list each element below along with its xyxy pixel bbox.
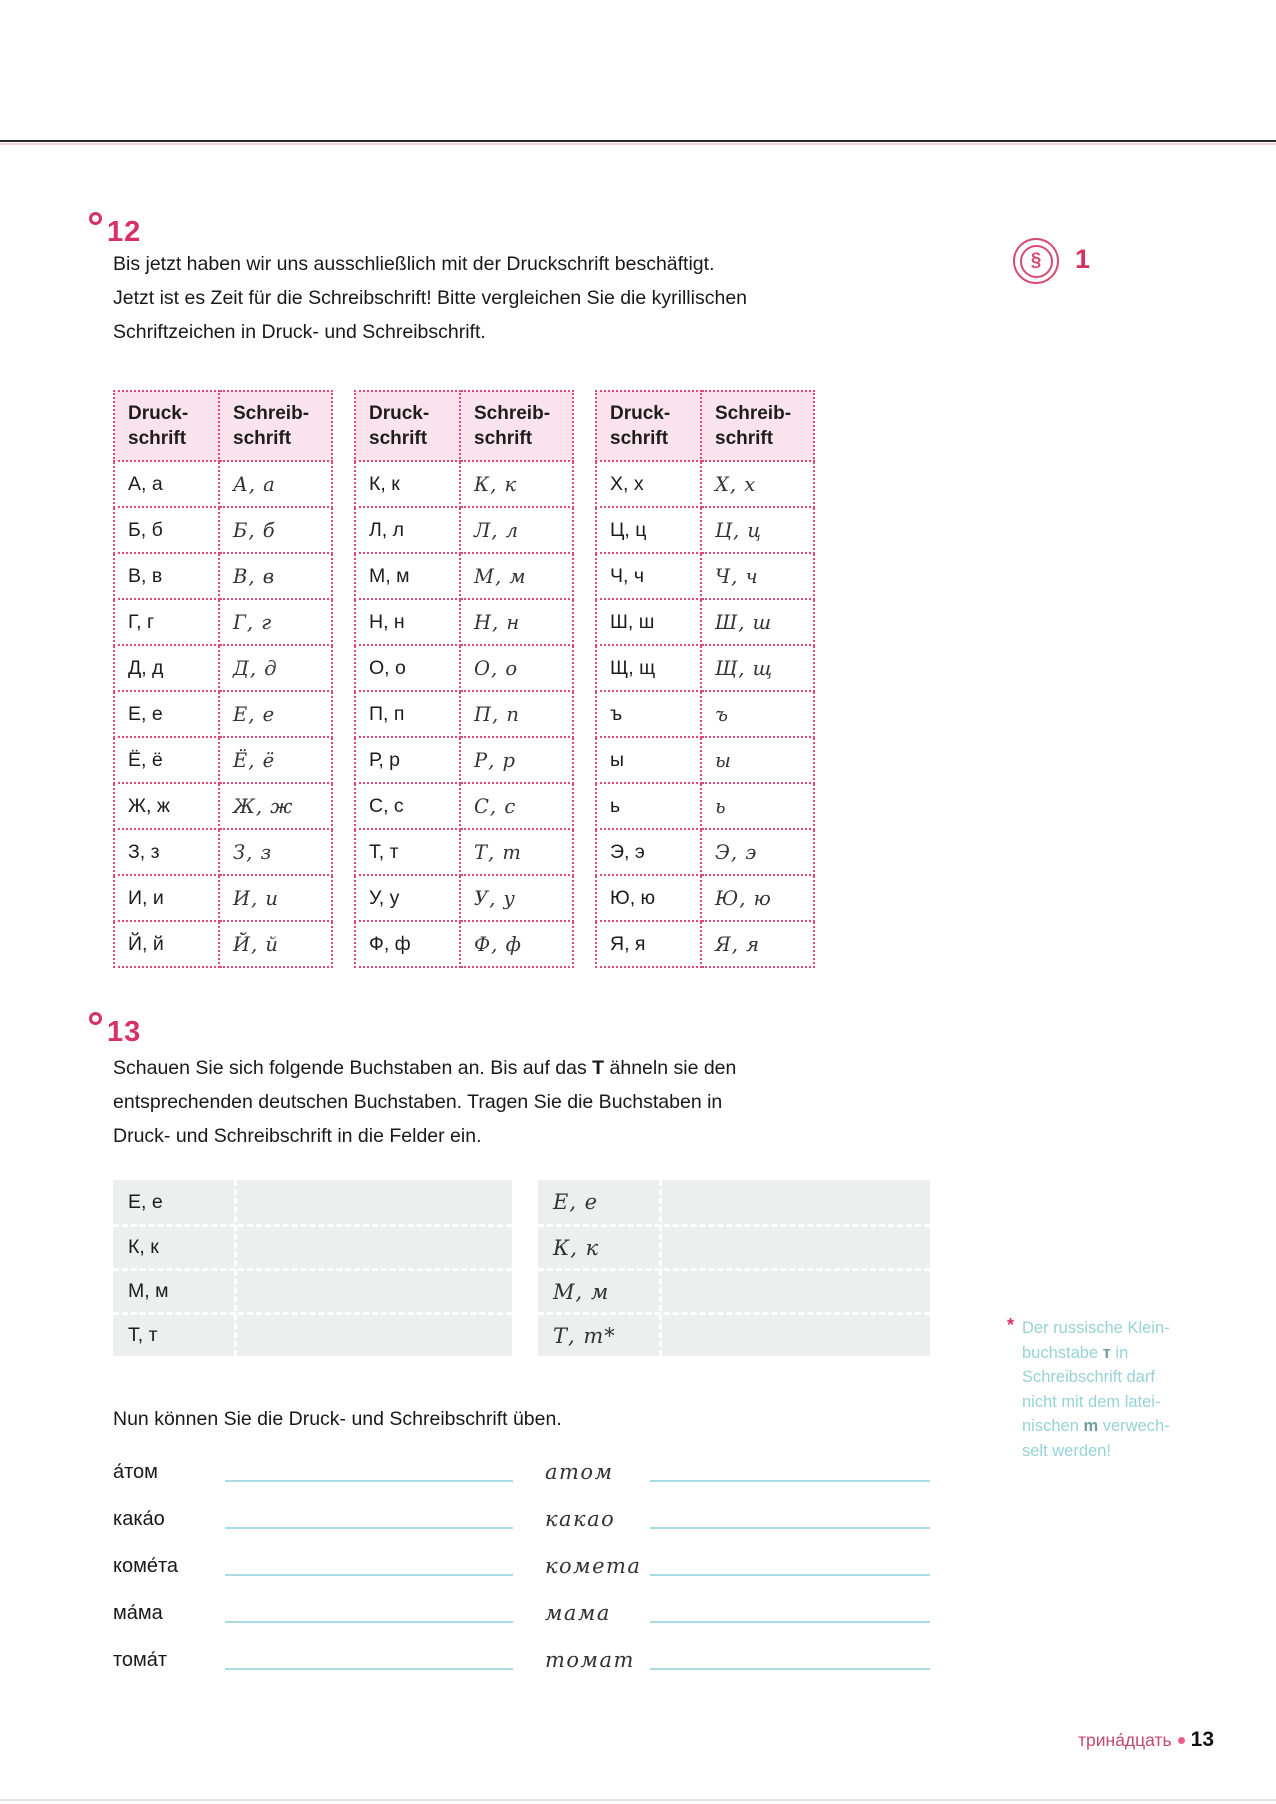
alphabet-row [114,461,332,507]
alphabet-row [596,737,814,783]
script-letter-cell: З, з [219,829,332,875]
paragraph-section-icon [1013,238,1059,284]
script-letter-label: Е, е [553,1190,599,1214]
print-letter-cell: Ш, ш [596,599,701,645]
exercise-number: 12 [107,216,142,248]
script-letter-label: К, к [538,1224,930,1268]
alphabet-row [355,783,573,829]
script-letter-cell: Ё, ё [219,737,332,783]
print-letter-label: Е, е [128,1190,163,1213]
script-letter-cell: Т, т [460,829,573,875]
druckschrift-header: Druck- schrift [355,391,460,461]
alphabet-subtable [113,390,333,968]
print-letter-cell: Р, р [355,737,460,783]
print-letter-cell: О, о [355,645,460,691]
alphabet-row [114,691,332,737]
print-letter-cell: С, с [355,783,460,829]
print-letter-cell: Ф, ф [355,921,460,967]
footer-dot-icon [1178,1737,1185,1744]
writing-line [225,1668,513,1670]
script-letter-cell: Г, г [219,599,332,645]
text-line: Jetzt ist es Zeit für die Schreibschrift! Bitte vergleichen Sie die kyrillischen [113,287,748,309]
alphabet-row [355,553,573,599]
word-practice-row [113,1445,930,1492]
alphabet-row [114,507,332,553]
print-letter-practice-panel [113,1180,512,1356]
schreibschrift-header: Schreib- schrift [701,391,814,461]
print-letter-cell: Х, х [596,461,701,507]
alphabet-row [596,461,814,507]
script-letter-cell: Е, е [219,691,332,737]
text-line: entsprechenden deutschen Buchstaben. Tragen Sie die Buchstaben in [113,1091,723,1113]
print-letter-cell: ы [596,737,701,783]
page-top-edge [0,140,1276,142]
writing-line [225,1574,513,1576]
writing-line [650,1527,930,1529]
page-top-edge-shadow [0,143,1276,145]
script-letter-cell: ь [701,783,814,829]
script-letter-cell: И, и [219,875,332,921]
print-letter-cell: ь [596,783,701,829]
alphabet-row [596,507,814,553]
script-letter-cell: Й, й [219,921,332,967]
word-practice-row [113,1633,930,1680]
writing-line [225,1621,513,1623]
print-word: коме́та [113,1555,179,1577]
print-word: тома́т [113,1649,168,1671]
text-line: Bis jetzt haben wir uns ausschließlich mit der Druckschrift beschäftigt. [113,253,715,275]
print-letter-cell: Л, л [355,507,460,553]
druckschrift-header: Druck- schrift [596,391,701,461]
print-letter-cell: Т, т [355,829,460,875]
script-letter-cell: ъ [701,691,814,737]
print-letter-label: К, к [113,1224,512,1268]
print-letter-cell: Й, й [114,921,219,967]
alphabet-row [596,829,814,875]
text-line: Schauen Sie sich folgende Buchstaben an. Bis auf das Т ähneln sie den [113,1057,737,1079]
exercise-number: 13 [107,1016,142,1048]
script-letter-cell: Я, я [701,921,814,967]
text-line: Druck- und Schreibschrift in die Felder ein. [113,1125,482,1147]
margin-note [1007,1315,1197,1463]
alphabet-subtable [595,390,815,968]
print-letter-cell: И, и [114,875,219,921]
script-word: какао [545,1507,616,1531]
script-word: мама [545,1601,611,1625]
alphabet-row [596,875,814,921]
exercise-marker-icon [89,1012,102,1025]
text-line: Der russische Klein- [1022,1319,1170,1337]
writing-line [225,1480,513,1482]
exercise-marker-icon [89,212,102,225]
script-letter-cell: Р, р [460,737,573,783]
alphabet-row [114,829,332,875]
print-letter-cell: Ё, ё [114,737,219,783]
print-letter-cell: Ц, ц [596,507,701,553]
writing-line [225,1527,513,1529]
text-line: Schriftzeichen in Druck- und Schreibschrift. [113,321,486,343]
script-letter-cell: Ф, ф [460,921,573,967]
writing-line [650,1574,930,1576]
script-letter-cell: Э, э [701,829,814,875]
footnote-asterisk: * [1007,1315,1015,1335]
script-letter-cell: Ю, ю [701,875,814,921]
print-letter-cell: У, у [355,875,460,921]
script-letter-label: Т, т* [538,1312,930,1356]
print-letter-cell: Э, э [596,829,701,875]
footer-page-number: 13 [1190,1728,1214,1751]
writing-line [650,1480,930,1482]
alphabet-row [114,599,332,645]
print-letter-cell: К, к [355,461,460,507]
alphabet-row [114,553,332,599]
script-letter-cell: Л, л [460,507,573,553]
panel-field-separator [234,1180,237,1356]
practice-intro-text: Nun können Sie die Druck- und Schreibschrift üben. [113,1408,562,1430]
alphabet-row [114,921,332,967]
print-letter-cell: З, з [114,829,219,875]
script-letter-cell: А, а [219,461,332,507]
alphabet-subtable [354,390,574,968]
script-letter-cell: О, о [460,645,573,691]
print-word: а́том [113,1461,158,1483]
print-letter-cell: М, м [355,553,460,599]
script-letter-cell: ы [701,737,814,783]
alphabet-row [596,691,814,737]
script-word: томат [545,1648,635,1672]
margin-note-lines [1022,1316,1197,1463]
word-practice-row [113,1586,930,1633]
print-letter-cell: Щ, щ [596,645,701,691]
print-letter-cell: ъ [596,691,701,737]
alphabet-row [355,691,573,737]
script-letter-cell: Ш, ш [701,599,814,645]
panel-field-separator [659,1180,662,1356]
print-letter-cell: Е, е [114,691,219,737]
script-letter-cell: М, м [460,553,573,599]
alphabet-row [355,737,573,783]
print-letter-label: М, м [113,1268,512,1312]
print-letter-cell: Б, б [114,507,219,553]
text-line: buchstabe т in [1022,1343,1129,1362]
script-word: атом [545,1460,614,1484]
script-letter-cell: П, п [460,691,573,737]
paragraph-symbol: § [1020,245,1053,278]
druckschrift-header: Druck- schrift [114,391,219,461]
text-line: Schreibschrift darf [1022,1368,1155,1386]
alphabet-row [114,645,332,691]
alphabet-row [355,507,573,553]
footer-page-word: трина́дцать [1078,1729,1172,1750]
alphabet-row [114,783,332,829]
script-letter-cell: Б, б [219,507,332,553]
schreibschrift-header: Schreib- schrift [460,391,573,461]
schreibschrift-header: Schreib- schrift [219,391,332,461]
word-practice-row [113,1492,930,1539]
exercise12-instructions [113,247,833,349]
exercise13-instructions [113,1051,833,1153]
alphabet-row [596,645,814,691]
text-line: nischen m verwech- [1022,1417,1170,1435]
print-letter-cell: В, в [114,553,219,599]
script-letter-cell: Ц, ц [701,507,814,553]
script-letter-cell: Ж, ж [219,783,332,829]
alphabet-row [355,461,573,507]
print-letter-cell: Ч, ч [596,553,701,599]
script-letter-cell: Д, д [219,645,332,691]
alphabet-row [355,875,573,921]
script-letter-cell: К, к [460,461,573,507]
print-letter-cell: Ю, ю [596,875,701,921]
script-letter-cell: Щ, щ [701,645,814,691]
print-letter-cell: Д, д [114,645,219,691]
alphabet-row [355,645,573,691]
word-practice-list [113,1445,930,1680]
script-letter-cell: Х, х [701,461,814,507]
writing-line [650,1621,930,1623]
print-letter-cell: Г, г [114,599,219,645]
page-footer [1078,1728,1214,1752]
text-line: selt werden! [1022,1441,1111,1460]
text-line: nicht mit dem latei- [1022,1392,1161,1411]
alphabet-row [596,783,814,829]
script-letter-cell: Н, н [460,599,573,645]
writing-line [650,1668,930,1670]
alphabet-row [596,921,814,967]
alphabet-table [113,390,815,968]
script-letter-practice-panel [538,1180,930,1356]
print-letter-cell: А, а [114,461,219,507]
alphabet-row [596,599,814,645]
alphabet-row [114,737,332,783]
page-bottom-edge [0,1799,1276,1801]
script-letter-cell: У, у [460,875,573,921]
alphabet-row [114,875,332,921]
script-letter-label: М, м [538,1268,930,1312]
script-letter-cell: С, с [460,783,573,829]
print-word: кака́о [113,1508,165,1530]
print-letter-cell: П, п [355,691,460,737]
script-letter-cell: В, в [219,553,332,599]
print-word: ма́ма [113,1602,163,1624]
script-letter-cell: Ч, ч [701,553,814,599]
alphabet-row [355,599,573,645]
print-letter-cell: Н, н [355,599,460,645]
script-word: комета [545,1554,642,1578]
section-badge-number: 1 [1075,244,1091,274]
alphabet-row [596,553,814,599]
print-letter-label: Т, т [113,1312,512,1356]
word-practice-row [113,1539,930,1586]
print-letter-cell: Я, я [596,921,701,967]
alphabet-row [355,829,573,875]
alphabet-row [355,921,573,967]
print-letter-cell: Ж, ж [114,783,219,829]
